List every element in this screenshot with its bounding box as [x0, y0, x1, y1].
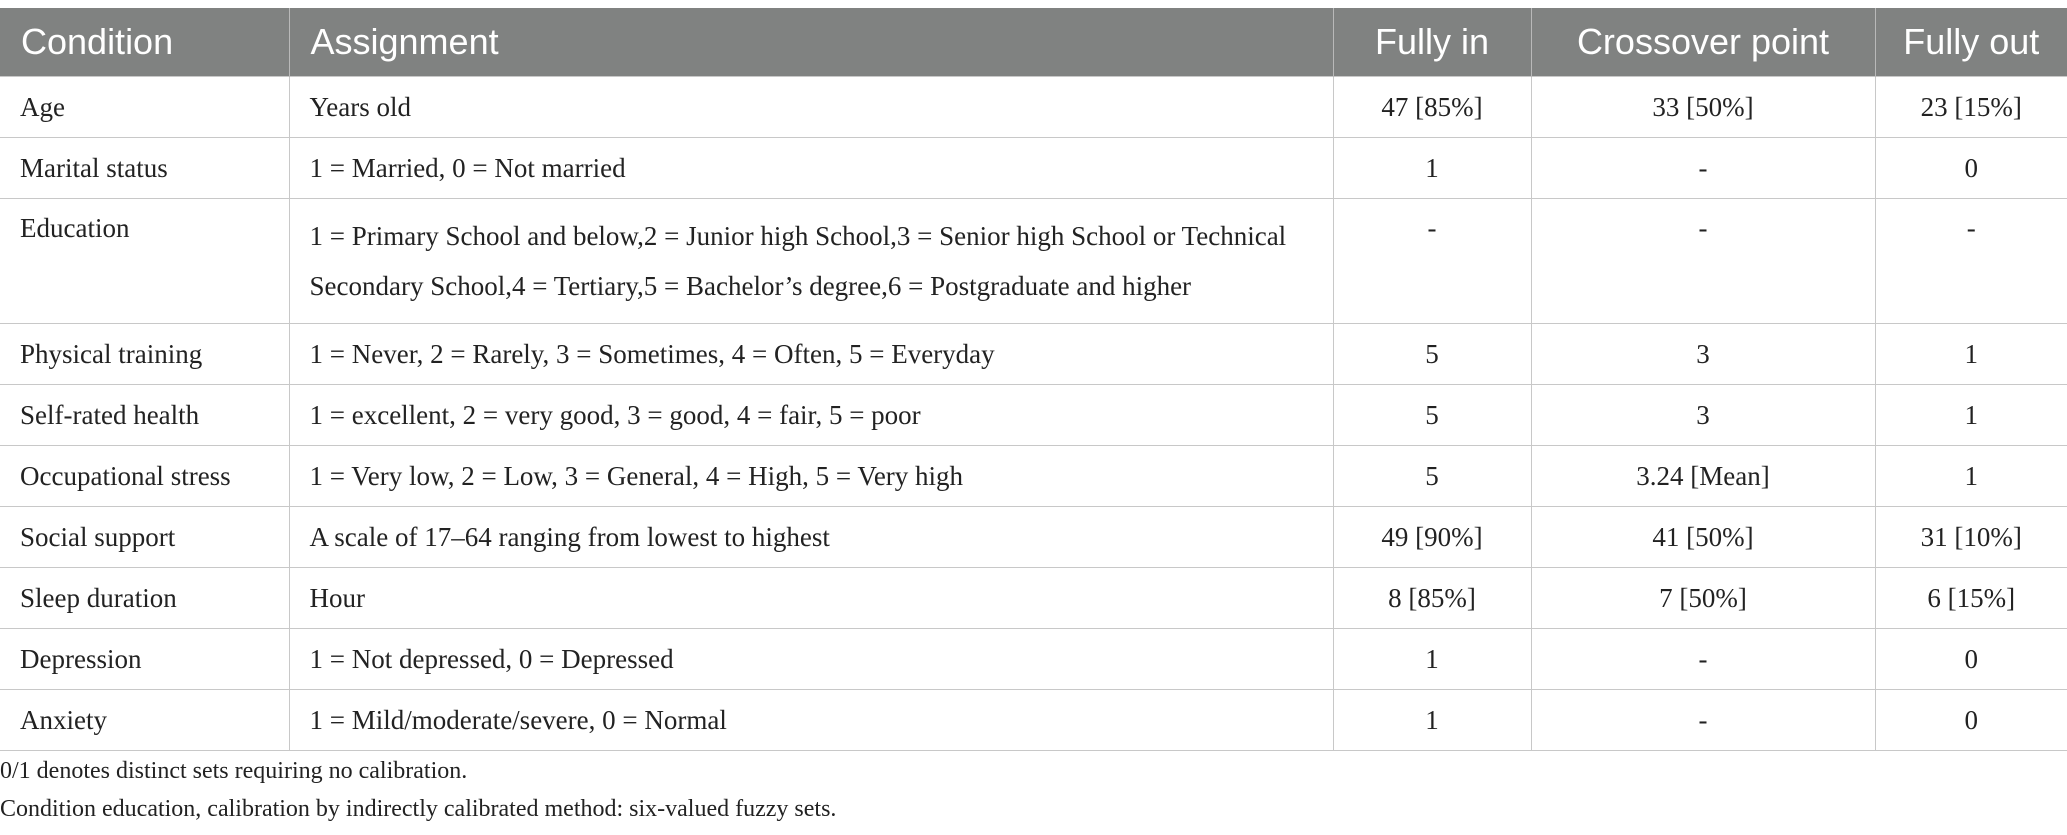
table-row: [0, 199, 2067, 324]
fully-in-cell: 8 [85%]: [1333, 568, 1531, 629]
assignment-cell: 1 = Never, 2 = Rarely, 3 = Sometimes, 4 = Often, 5 = Everyday: [289, 324, 1333, 385]
condition-cell: Social support: [0, 507, 289, 568]
header-assignment: Assignment: [289, 8, 1333, 77]
crossover-cell: -: [1531, 690, 1875, 751]
crossover-cell: -: [1531, 629, 1875, 690]
assignment-cell: Hour: [289, 568, 1333, 629]
assignment-cell: 1 = Not depressed, 0 = Depressed: [289, 629, 1333, 690]
fully-out-cell: 1: [1875, 446, 2067, 507]
table-row: [0, 385, 2067, 446]
assignment-cell: 1 = Very low, 2 = Low, 3 = General, 4 = High, 5 = Very high: [289, 446, 1333, 507]
table-row: [0, 77, 2067, 138]
crossover-cell: -: [1531, 138, 1875, 199]
assignment-cell: 1 = Mild/moderate/severe, 0 = Normal: [289, 690, 1333, 751]
fully-out-cell: 1: [1875, 385, 2067, 446]
fully-out-cell: 0: [1875, 138, 2067, 199]
fully-out-cell: -: [1875, 199, 2067, 324]
condition-cell: Occupational stress: [0, 446, 289, 507]
table-header: [0, 8, 2067, 77]
assignment-cell: 1 = Married, 0 = Not married: [289, 138, 1333, 199]
crossover-cell: 41 [50%]: [1531, 507, 1875, 568]
table-row: [0, 629, 2067, 690]
fully-in-cell: 5: [1333, 324, 1531, 385]
assignment-cell: 1 = excellent, 2 = very good, 3 = good, 4 = fair, 5 = poor: [289, 385, 1333, 446]
crossover-cell: -: [1531, 199, 1875, 324]
condition-cell: Sleep duration: [0, 568, 289, 629]
fully-in-cell: 1: [1333, 690, 1531, 751]
footnote: Condition education, calibration by indirectly calibrated method: six-valued fuzzy sets.: [0, 796, 837, 822]
fully-in-cell: 47 [85%]: [1333, 77, 1531, 138]
table-row: [0, 138, 2067, 199]
fully-in-cell: 5: [1333, 385, 1531, 446]
crossover-cell: 3: [1531, 385, 1875, 446]
table-body: [0, 77, 2067, 751]
assignment-cell: Years old: [289, 77, 1333, 138]
condition-cell: Education: [0, 199, 289, 324]
fully-out-cell: 6 [15%]: [1875, 568, 2067, 629]
fully-out-cell: 0: [1875, 690, 2067, 751]
table-row: [0, 568, 2067, 629]
fully-out-cell: 1: [1875, 324, 2067, 385]
table-row: [0, 446, 2067, 507]
fully-in-cell: 1: [1333, 629, 1531, 690]
footnote: 0/1 denotes distinct sets requiring no calibration.: [0, 758, 468, 784]
crossover-cell: 33 [50%]: [1531, 77, 1875, 138]
header-fully-out: Fully out: [1875, 8, 2067, 77]
condition-cell: Depression: [0, 629, 289, 690]
fully-out-cell: 23 [15%]: [1875, 77, 2067, 138]
assignment-cell: [289, 199, 1333, 324]
header-crossover-point: Crossover point: [1531, 8, 1875, 77]
assignment-cell: A scale of 17–64 ranging from lowest to highest: [289, 507, 1333, 568]
table-row: [0, 324, 2067, 385]
calibration-table-container: [0, 8, 2067, 751]
condition-cell: Marital status: [0, 138, 289, 199]
fully-out-cell: 0: [1875, 629, 2067, 690]
condition-cell: Physical training: [0, 324, 289, 385]
condition-cell: Anxiety: [0, 690, 289, 751]
table-footnotes: [0, 752, 2067, 828]
crossover-cell: 3.24 [Mean]: [1531, 446, 1875, 507]
assignment-line: Secondary School,4 = Tertiary,5 = Bachelor’s degree,6 = Postgraduate and higher: [309, 271, 1192, 301]
table-row: [0, 690, 2067, 751]
condition-cell: Age: [0, 77, 289, 138]
table-row: [0, 507, 2067, 568]
crossover-cell: 7 [50%]: [1531, 568, 1875, 629]
crossover-cell: 3: [1531, 324, 1875, 385]
condition-cell: Self-rated health: [0, 385, 289, 446]
fully-in-cell: 49 [90%]: [1333, 507, 1531, 568]
fully-in-cell: -: [1333, 199, 1531, 324]
calibration-table: [0, 8, 2067, 751]
fully-out-cell: 31 [10%]: [1875, 507, 2067, 568]
header-condition: Condition: [0, 8, 289, 77]
fully-in-cell: 5: [1333, 446, 1531, 507]
header-row: [0, 8, 2067, 77]
fully-in-cell: 1: [1333, 138, 1531, 199]
assignment-line: 1 = Primary School and below,2 = Junior high School,3 = Senior high School or Technical: [309, 221, 1287, 251]
header-fully-in: Fully in: [1333, 8, 1531, 77]
